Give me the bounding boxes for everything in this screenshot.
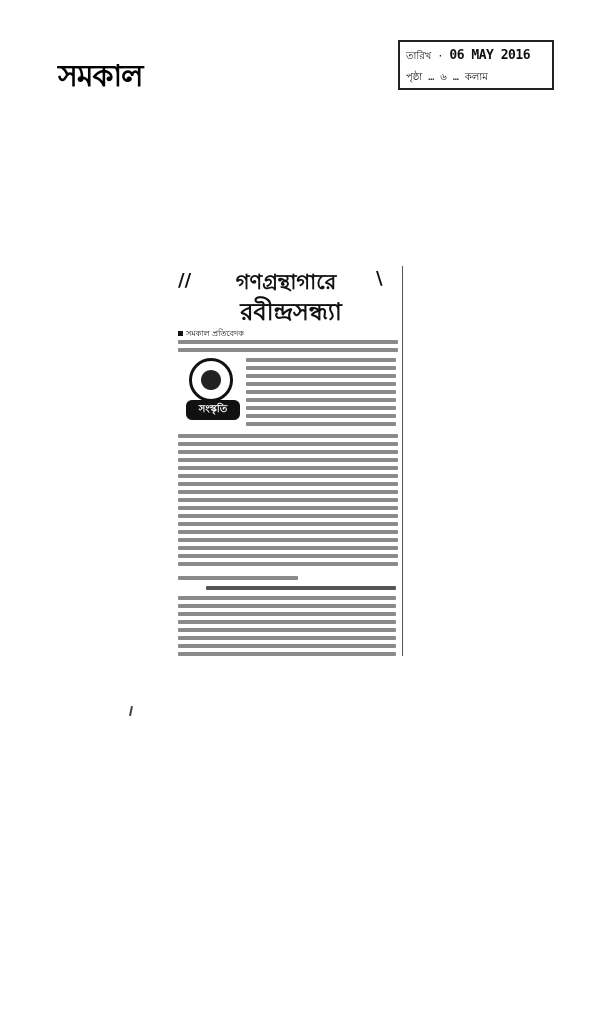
section-logo	[186, 358, 240, 424]
body-text-line	[178, 562, 398, 566]
body-text-line	[178, 576, 298, 580]
body-text-line	[178, 522, 398, 526]
newspaper-masthead: সমকাল	[58, 59, 143, 94]
body-text-line	[178, 340, 398, 344]
body-text-line	[178, 546, 398, 550]
body-text-line	[178, 466, 398, 470]
stamp-page-label: পৃষ্ঠা	[406, 72, 423, 83]
byline-text: সমকাল প্রতিবেদক	[186, 329, 244, 338]
body-text-line	[246, 366, 396, 370]
body-text-line	[178, 458, 398, 462]
body-text-line	[178, 538, 398, 542]
body-text-line	[178, 434, 398, 438]
body-text-line	[178, 498, 398, 502]
section-logo-emblem-icon	[189, 358, 233, 402]
clipping-date-stamp	[398, 40, 554, 90]
body-text-line	[246, 406, 396, 410]
stamp-date-row: তারিখ · 06 MAY 2016	[406, 48, 531, 63]
body-text-line	[246, 398, 396, 402]
stamp-page-row: পৃষ্ঠা … ৬ … কলাম	[406, 72, 488, 83]
body-text-line	[178, 490, 398, 494]
body-text-line	[178, 450, 398, 454]
body-text-line	[246, 382, 396, 386]
body-text-line	[178, 530, 398, 534]
body-text-line	[178, 620, 396, 624]
headline-line-2: রবীন্দ্রসন্ধ্যা	[240, 298, 342, 326]
body-text-line	[178, 612, 396, 616]
body-text-line	[178, 628, 396, 632]
body-text-line	[178, 482, 398, 486]
body-text-line	[246, 358, 396, 362]
body-text-line	[178, 604, 396, 608]
body-text-line	[178, 514, 398, 518]
stamp-date-value: 06 MAY 2016	[449, 48, 531, 63]
body-text-line	[178, 506, 398, 510]
body-text-line	[246, 374, 396, 378]
body-text-line	[178, 652, 396, 656]
stamp-column-label: কলাম	[464, 72, 488, 83]
body-text-line	[178, 474, 398, 478]
body-text-line	[178, 554, 398, 558]
body-text-line	[178, 636, 396, 640]
body-text-line	[246, 414, 396, 418]
body-text-line	[178, 596, 396, 600]
column-rule	[402, 266, 403, 656]
body-text-line	[178, 644, 396, 648]
stamp-page-value: ৬	[440, 72, 447, 83]
news-clipping	[176, 262, 404, 664]
body-text-line	[246, 390, 396, 394]
headline-line-1: গণগ্রন্থাগারে	[235, 270, 337, 294]
section-logo-label: সংস্কৃতি	[186, 400, 240, 420]
headline-slash-left: //	[178, 270, 192, 291]
byline-square-icon	[178, 331, 183, 336]
page-mark	[129, 706, 133, 716]
body-text-line	[206, 586, 396, 590]
body-text-line	[178, 348, 398, 352]
stamp-date-label: তারিখ	[406, 51, 432, 62]
headline-slash-right: \	[376, 268, 383, 289]
body-text-line	[178, 442, 398, 446]
body-text-line	[246, 422, 396, 426]
